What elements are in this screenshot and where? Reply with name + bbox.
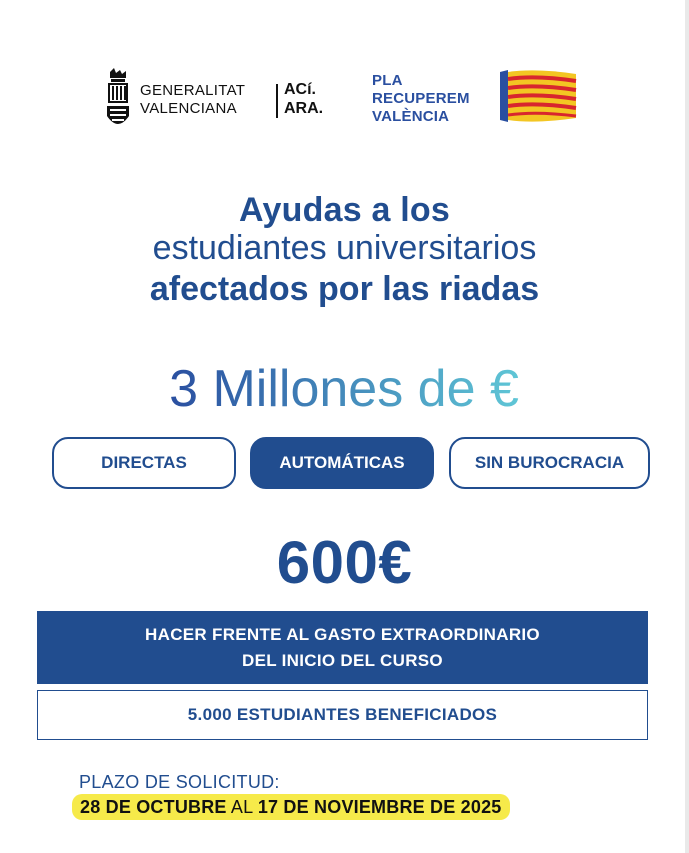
headline-line1: Ayudas a los [239,191,450,229]
senyera-flag-icon [496,68,580,124]
logo-divider [276,84,278,118]
pla-line2: RECUPEREM [372,90,470,107]
purpose-box [37,611,648,684]
feature-pills [52,437,652,493]
pill-directas: DIRECTAS [52,437,236,489]
headline [0,190,689,310]
aid-amount: 600€ [276,529,413,596]
deadline-end: 17 DE NOVIEMBRE DE 2025 [257,797,502,817]
pla-recuperem-wordmark [372,72,470,126]
aci-line2: ARA. [284,100,324,117]
page-edge [685,0,689,853]
generalitat-wordmark [140,82,245,118]
header-logos [104,64,604,136]
aci-ara-wordmark [284,80,323,118]
pla-line1: PLA [372,72,403,89]
aci-line1: ACí. [284,81,316,98]
pill-sin-burocracia: SIN BUROCRACIA [449,437,650,489]
generalitat-crest-icon [104,68,132,134]
deadline-label: PLAZO DE SOLICITUD: [79,772,280,792]
gv-line1: GENERALITAT [140,82,246,99]
deadline-dates [72,794,510,820]
total-amount-text: 3 Millones de € [169,360,519,418]
deadline-start: 28 DE OCTUBRE [80,797,227,817]
pla-line3: VALÈNCIA [372,108,450,125]
gv-line2: VALENCIANA [140,100,237,117]
purpose-line2: DEL INICIO DEL CURSO [242,650,443,670]
headline-line2: estudiantes universitarios [152,229,537,267]
purpose-line1: HACER FRENTE AL GASTO EXTRAORDINARIO [145,624,540,644]
total-amount-graphic [0,356,689,420]
deadline-separator: AL [230,797,253,817]
headline-line3: afectados por las riadas [149,270,540,308]
beneficiaries-box: 5.000 ESTUDIANTES BENEFICIADOS [37,690,648,740]
total-amount [0,356,689,420]
pill-automaticas: AUTOMÁTICAS [250,437,434,489]
